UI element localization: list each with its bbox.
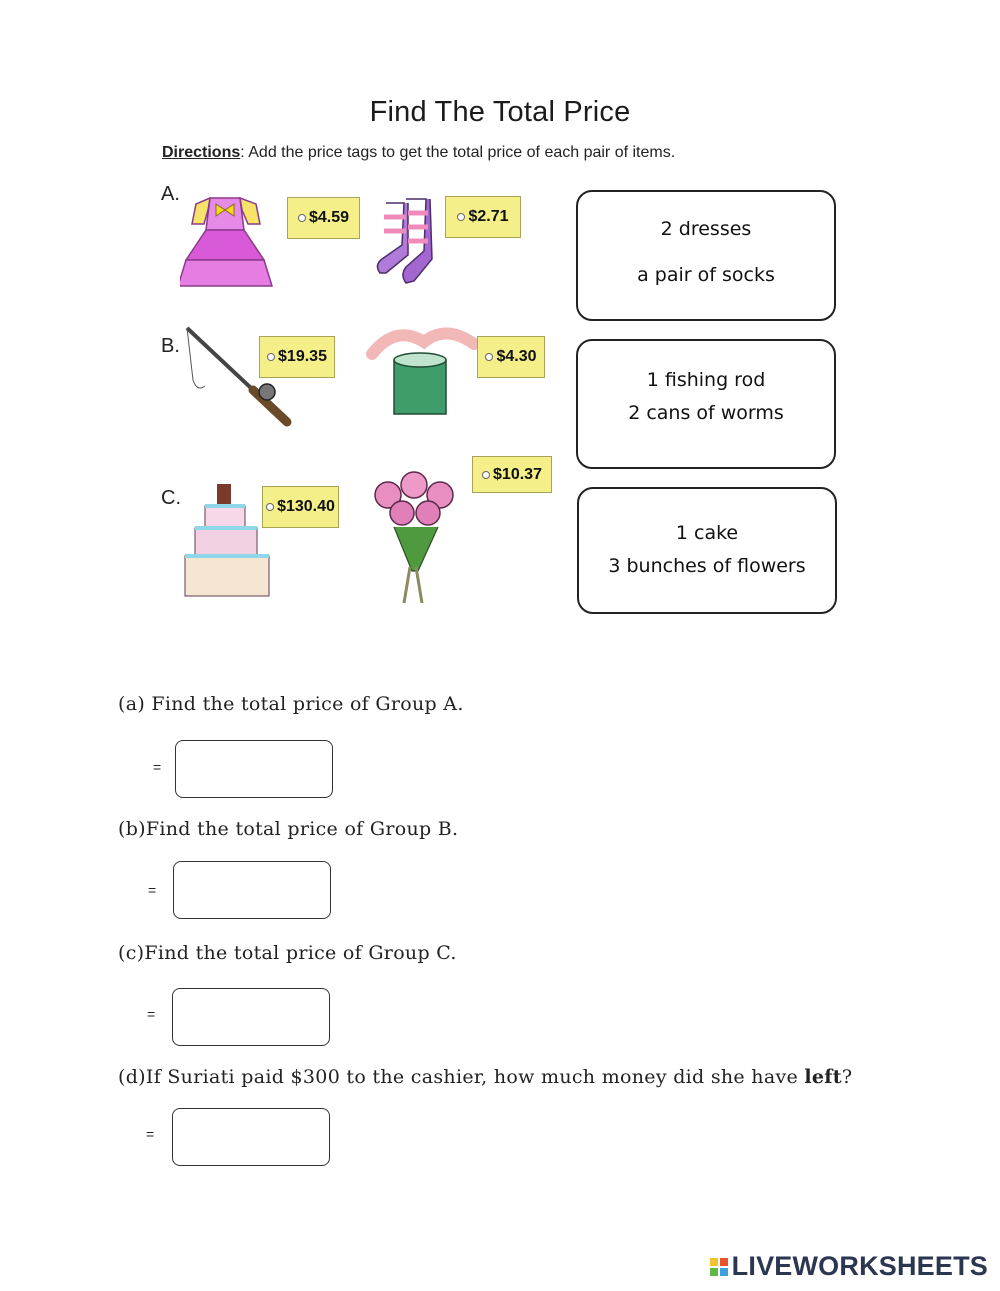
question-a: (a) Find the total price of Group A.: [118, 693, 464, 715]
page-title: Find The Total Price: [369, 96, 631, 128]
logo-block: [720, 1268, 728, 1276]
question-d-bold-word: left: [804, 1066, 842, 1088]
answer-input-a[interactable]: [175, 740, 333, 798]
liveworksheets-logo[interactable]: [710, 1251, 988, 1282]
logo-blocks-icon: [710, 1258, 728, 1276]
group-c-box: [577, 487, 837, 614]
equals-d: =: [146, 1126, 155, 1142]
directions-text: : Add the price tags to get the total price of each pair of items.: [240, 144, 676, 161]
group-b-letter: B.: [161, 335, 180, 357]
directions: [162, 144, 675, 162]
directions-label: Directions: [162, 144, 241, 161]
group-c-letter: C.: [161, 487, 181, 509]
answer-input-b[interactable]: [173, 861, 331, 919]
logo-block: [710, 1258, 718, 1266]
dress-illustration: [180, 190, 280, 292]
price-tag-dress: $4.59: [287, 197, 360, 239]
equals-b: =: [148, 882, 157, 898]
socks-illustration: [372, 193, 438, 289]
question-d-end: ?: [841, 1066, 853, 1088]
question-c: (c)Find the total price of Group C.: [118, 942, 457, 964]
answer-input-c[interactable]: [172, 988, 330, 1046]
logo-block: [710, 1268, 718, 1276]
group-c-item-1: 1 cake: [675, 522, 739, 544]
group-b-item-1: 1 fishing rod: [646, 369, 766, 391]
answer-input-d[interactable]: [172, 1108, 330, 1166]
question-d-text: (d)If Suriati paid $300 to the cashier, how much money did she have: [118, 1066, 805, 1088]
flowers-illustration: [364, 455, 464, 605]
group-a-box: [576, 190, 836, 321]
price-tag-socks: $2.71: [445, 196, 521, 238]
price-tag-worms: $4.30: [477, 336, 545, 378]
question-b: (b)Find the total price of Group B.: [118, 818, 459, 840]
group-a-letter: A.: [161, 183, 180, 205]
worm-can-illustration: [366, 320, 486, 418]
group-a-item-1: 2 dresses: [660, 218, 752, 240]
equals-a: =: [153, 759, 162, 775]
group-b-item-2: 2 cans of worms: [628, 402, 784, 424]
group-c-item-2: 3 bunches of flowers: [608, 555, 806, 577]
equals-c: =: [147, 1006, 156, 1022]
price-tag-flowers: $10.37: [472, 456, 552, 493]
logo-block: [720, 1258, 728, 1266]
price-tag-fishing-rod: $19.35: [259, 336, 335, 378]
group-a-item-2: a pair of socks: [637, 264, 775, 286]
question-d: [118, 1066, 852, 1088]
group-b-box: [576, 339, 836, 469]
price-tag-cake: $130.40: [262, 486, 339, 528]
cake-illustration: [183, 480, 273, 602]
logo-text: LIVEWORKSHEETS: [731, 1251, 988, 1281]
